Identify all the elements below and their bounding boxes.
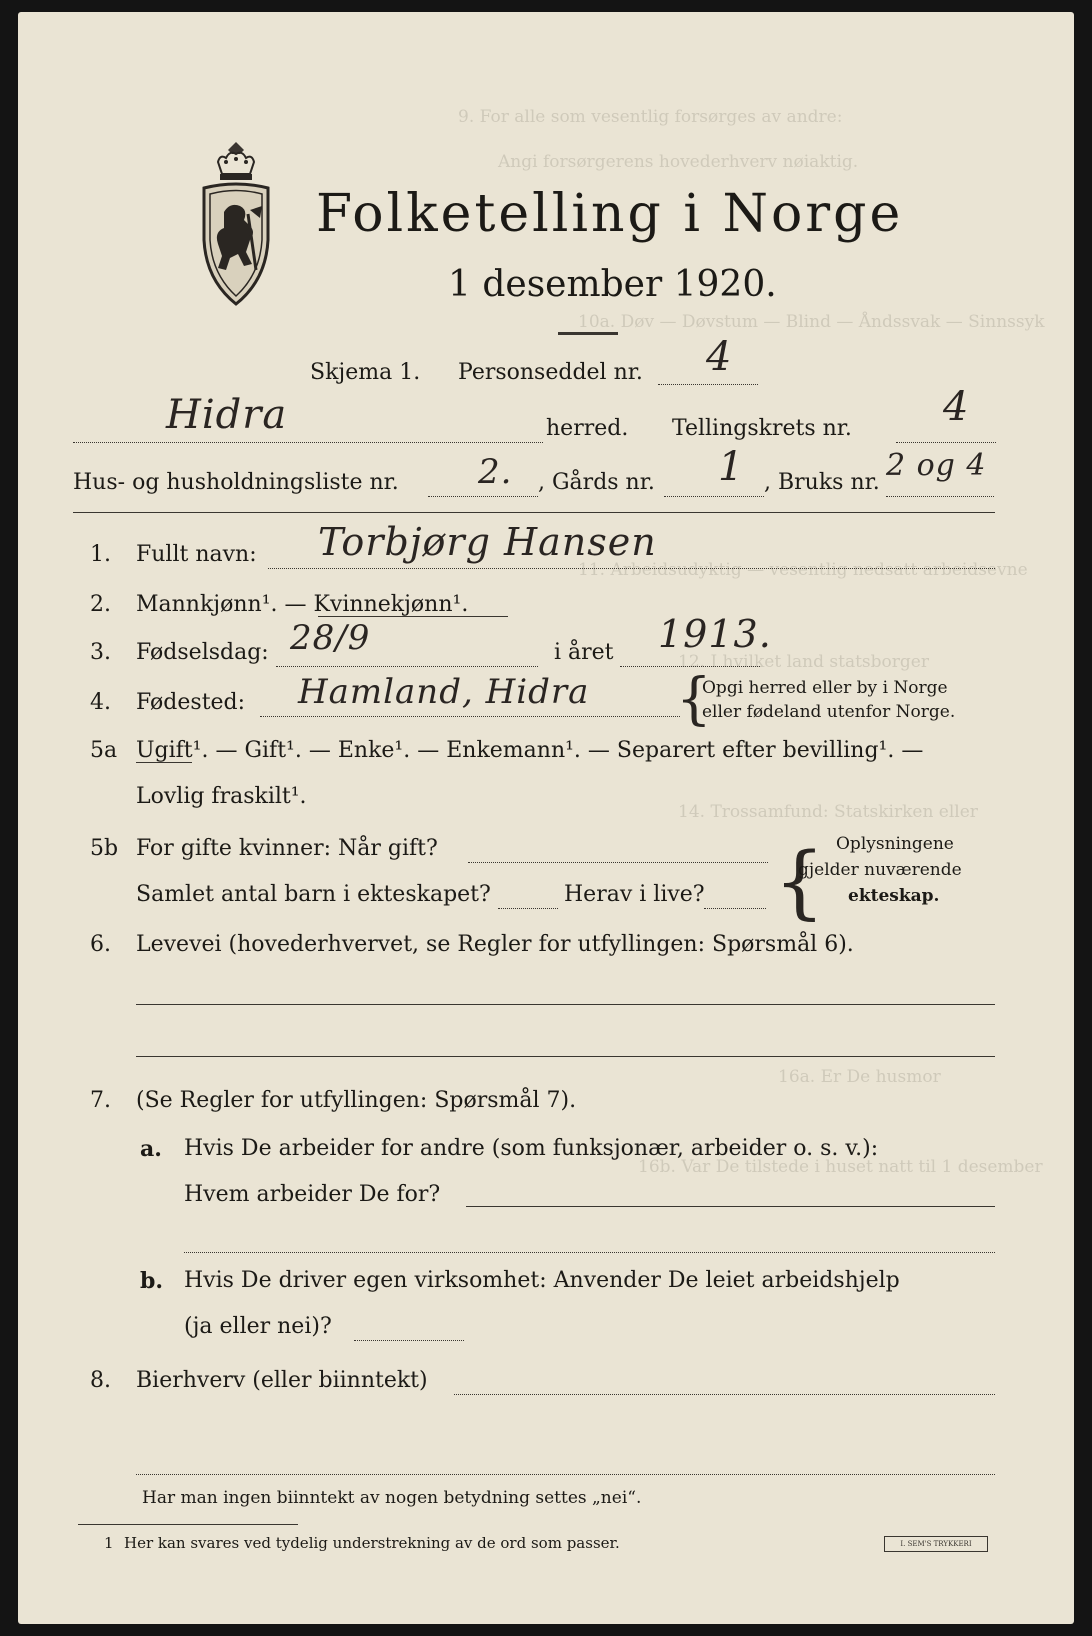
hired-help-field-line[interactable] (354, 1340, 464, 1341)
tellingskrets-field-line (896, 442, 996, 443)
bruks-label: , Bruks nr. (764, 470, 880, 495)
q8-label: Bierhverv (eller biinntekt) (136, 1368, 428, 1393)
occupation-field-line-2[interactable] (136, 1056, 995, 1057)
year-label: i året (554, 640, 614, 665)
q7-label: (Se Regler for utfyllingen: Spørsmål 7). (136, 1088, 577, 1113)
q4-number: 4. (90, 690, 111, 715)
q5b-note-line3: ekteskap. (848, 886, 940, 906)
q5b-note-line1: Oplysningene (836, 834, 954, 854)
q5b-note-line2: gjelder nuværende (798, 860, 962, 880)
gards-label: , Gårds nr. (538, 470, 655, 495)
q5b-alive-label: Herav i live? (564, 882, 705, 907)
herred-value[interactable]: Hidra (166, 392, 288, 438)
personseddel-field-line (658, 384, 758, 385)
q7a-employer-label: Hvem arbeider De for? (184, 1182, 441, 1207)
q4-label: Fødested: (136, 690, 246, 715)
gards-field-line (664, 496, 764, 497)
q5b-number: 5b (90, 836, 119, 861)
footnote-mark: 1 (104, 1534, 114, 1552)
q7-number: 7. (90, 1088, 111, 1113)
section-rule (73, 512, 995, 513)
q7a-letter: a. (140, 1136, 162, 1162)
gards-value[interactable]: 1 (718, 444, 745, 490)
married-date-field-line (468, 862, 768, 863)
bruks-field-line (886, 496, 994, 497)
census-date: 1 desember 1920. (448, 264, 777, 305)
q3-label: Fødselsdag: (136, 640, 269, 665)
kvinnekjonn-underline (318, 616, 508, 617)
q8-number: 8. (90, 1368, 111, 1393)
q1-number: 1. (90, 542, 111, 567)
q6-number: 6. (90, 932, 111, 957)
showthrough-text: 10a. Døv — Døvstum — Blind — Åndssvak — Sinnssyk (578, 312, 1045, 332)
census-form-page (18, 12, 1074, 1624)
hus-value[interactable]: 2. (478, 452, 513, 492)
printer-stamp: I. SEM'S TRYKKERI (884, 1536, 988, 1552)
birthday-value[interactable]: 28/9 (290, 618, 371, 658)
q4-note-line1: Opgi herred eller by i Norge (702, 678, 948, 698)
bruks-value[interactable]: 2 og 4 (886, 448, 987, 483)
full-name-value[interactable]: Torbjørg Hansen (318, 520, 657, 564)
birthplace-field-line (260, 716, 680, 717)
form-title: Folketelling i Norge (316, 184, 904, 244)
q7b-answer-label: (ja eller nei)? (184, 1314, 332, 1339)
showthrough-text: 12. I hvilket land statsborger (678, 652, 929, 672)
showthrough-text: 14. Trossamfund: Statskirken eller (678, 802, 978, 822)
showthrough-text: 9. For alle som vesentlig forsørges av andre: (458, 107, 843, 127)
showthrough-text: Angi forsørgerens hovederhverv nøiaktig. (498, 152, 859, 172)
herred-label: herred. (546, 416, 629, 441)
hus-label: Hus- og husholdningsliste nr. (73, 470, 399, 495)
q1-field-line (268, 568, 995, 569)
showthrough-text: 11. Arbeidsudyktig — vesentlig nedsatt arbeidsevne (578, 560, 1028, 580)
personseddel-label: Personseddel nr. (458, 360, 643, 385)
q7b-letter: b. (140, 1268, 164, 1294)
employer-field-line-2[interactable] (184, 1252, 995, 1253)
q5b-married-label: For gifte kvinner: Når gift? (136, 836, 438, 861)
marital-status-options-cont: Lovlig fraskilt¹. (136, 784, 307, 809)
coat-of-arms-icon (190, 140, 282, 310)
title-divider (558, 332, 618, 335)
ugift-underline (136, 762, 192, 763)
q5a-number: 5a (90, 738, 118, 763)
schema-label: Skjema 1. (310, 360, 421, 385)
footer-note: Har man ingen biinntekt av nogen betydning settes „nei“. (142, 1488, 642, 1508)
q4-note-brace: { (676, 667, 712, 732)
occupation-field-line-1[interactable] (136, 1004, 995, 1005)
showthrough-text: 16a. Er De husmor (778, 1067, 941, 1087)
herred-field-line (73, 442, 543, 443)
q7a-question: Hvis De arbeider for andre (som funksjonær, arbeider o. s. v.): (184, 1136, 879, 1161)
birthday-field-line (276, 666, 538, 667)
side-income-field-line-2[interactable] (136, 1474, 995, 1475)
q5b-children-label: Samlet antal barn i ekteskapet? (136, 882, 491, 907)
q6-label: Levevei (hovederhvervet, se Regler for utfyllingen: Spørsmål 6). (136, 932, 854, 957)
q7b-question: Hvis De driver egen virksomhet: Anvender De leiet arbeidshjelp (184, 1268, 900, 1293)
children-field-line (498, 908, 558, 909)
tellingskrets-label: Tellingskrets nr. (672, 416, 852, 441)
showthrough-text: 16b. Var De tilstede i huset natt til 1 desember (638, 1157, 1043, 1177)
q5b-note-brace: { (774, 835, 825, 928)
birthplace-value[interactable]: Hamland, Hidra (298, 672, 590, 712)
personseddel-value[interactable]: 4 (706, 334, 733, 380)
employer-field-line[interactable] (466, 1206, 995, 1207)
hus-field-line (428, 496, 538, 497)
birth-year-value[interactable]: 1913. (658, 612, 772, 656)
sex-options: Mannkjønn¹. — Kvinnekjønn¹. (136, 592, 469, 617)
q1-label: Fullt navn: (136, 542, 257, 567)
alive-field-line (704, 908, 766, 909)
q3-number: 3. (90, 640, 111, 665)
side-income-field-line[interactable] (454, 1394, 995, 1395)
q4-note-line2: eller fødeland utenfor Norge. (702, 702, 956, 722)
tellingskrets-value[interactable]: 4 (943, 384, 970, 430)
footnote-text: Her kan svares ved tydelig understrekning av de ord som passer. (124, 1534, 620, 1552)
q2-number: 2. (90, 592, 111, 617)
footnote-rule (78, 1524, 298, 1525)
marital-status-options: Ugift¹. — Gift¹. — Enke¹. — Enkemann¹. — Separert efter bevilling¹. — (136, 738, 924, 763)
